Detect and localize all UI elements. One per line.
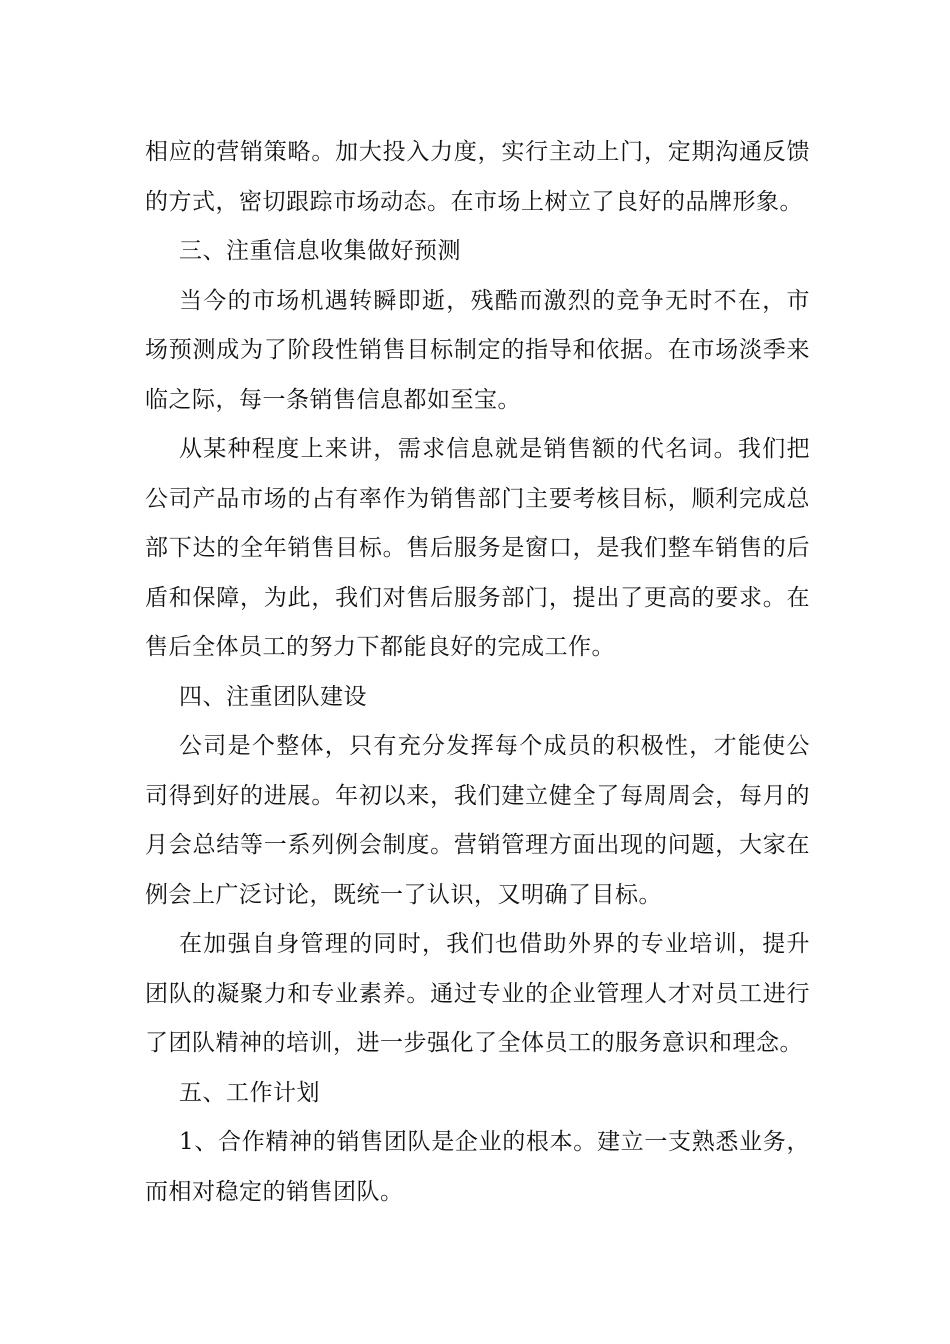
paragraph-plan-item-1: 1、合作精神的销售团队是企业的根本。建立一支熟悉业务，而相对稳定的销售团队。 — [145, 1129, 810, 1205]
paragraph-marketing-strategy: 相应的营销策略。加大投入力度，实行主动上门，定期沟通反馈的方式，密切跟踪市场动态。在市场上树立了良好的品牌形象。 — [145, 139, 810, 215]
paragraph-company-whole: 公司是个整体，只有充分发挥每个成员的积极性，才能使公司得到好的进展。年初以来，我们建立健全了每周周会，每月的月会总结等一系列例会制度。营销管理方面出现的问题，大家在例会上广泛讨论，既统一了认识，又明确了目标。 — [145, 733, 810, 908]
document-body — [145, 128, 810, 1217]
section-heading-4: 四、注重团队建设 — [179, 683, 367, 710]
section-heading-5: 五、工作计划 — [179, 1079, 320, 1106]
paragraph-market-forecast: 当今的市场机遇转瞬即逝，残酷而激烈的竞争无时不在，市场预测成为了阶段性销售目标制定的指导和依据。在市场淡季来临之际，每一条销售信息都如至宝。 — [145, 287, 810, 413]
section-heading-3: 三、注重信息收集做好预测 — [179, 238, 461, 264]
paragraph-demand-info: 从某种程度上来讲，需求信息就是销售额的代名词。我们把公司产品市场的占有率作为销售部门主要考核目标，顺利完成总部下达的全年销售目标。售后服务是窗口，是我们整车销售的后盾和保障，为此，我们对售后服务部门，提出了更高的要求。在售后全体员工的努力下都能良好的完成工作。 — [145, 436, 810, 660]
paragraph-training: 在加强自身管理的同时，我们也借助外界的专业培训，提升团队的凝聚力和专业素养。通过专业的企业管理人才对员工进行了团队精神的培训，进一步强化了全体员工的服务意识和理念。 — [145, 931, 810, 1056]
